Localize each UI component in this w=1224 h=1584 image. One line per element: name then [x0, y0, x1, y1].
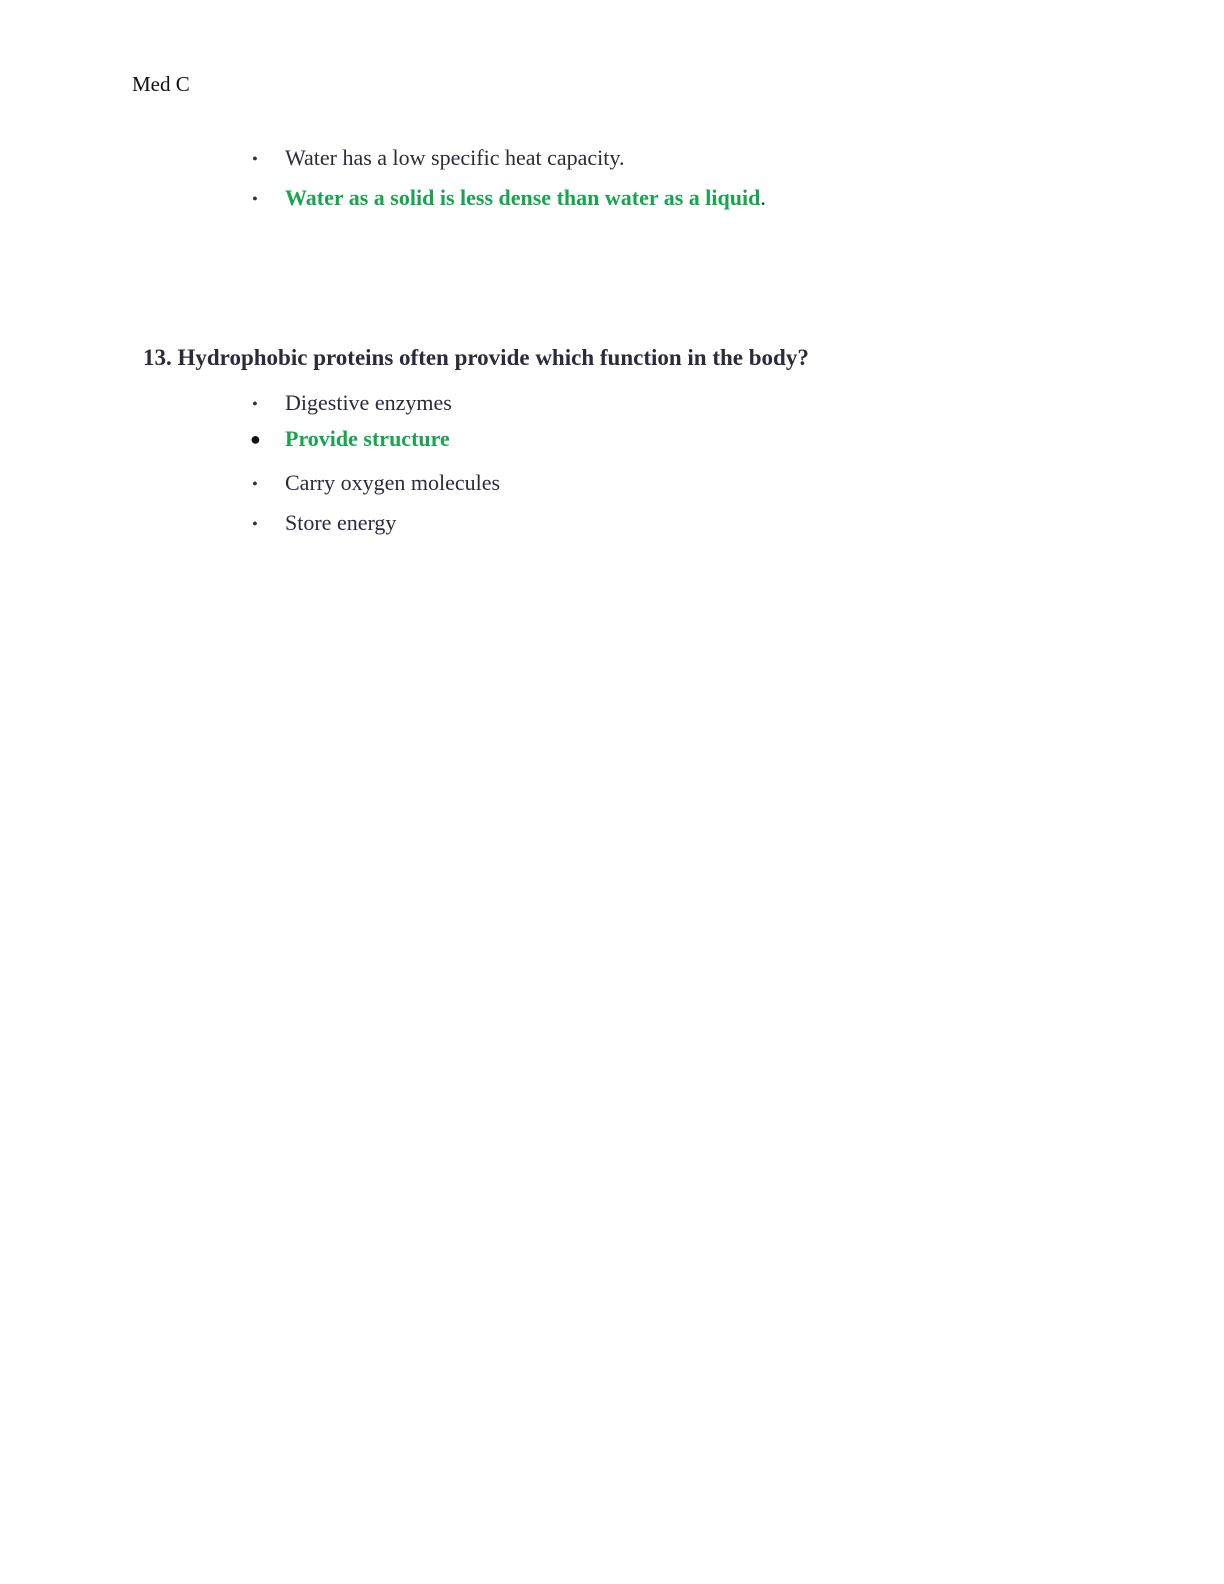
list-item — [250, 388, 452, 418]
question-heading — [143, 342, 809, 374]
correct-option-text — [285, 183, 766, 213]
option-text: Digestive enzymes — [285, 390, 452, 415]
option-text: Water has a low specific heat capacity. — [285, 145, 625, 170]
bullet-icon: ● — [252, 518, 258, 528]
trailing-period: . — [760, 185, 766, 210]
list-item — [250, 424, 450, 454]
bullet-icon: ● — [252, 398, 258, 408]
question-number: 13. — [143, 345, 172, 370]
list-item — [250, 183, 766, 213]
document-header: Med C — [132, 72, 190, 96]
option-text: Carry oxygen molecules — [285, 470, 501, 495]
correct-answer-label: Water as a solid is less dense than water as a liquid — [285, 185, 761, 210]
correct-option-text: Provide structure — [285, 426, 450, 451]
list-item — [250, 143, 624, 173]
question-text: Hydrophobic proteins often provide which function in the body? — [177, 345, 809, 370]
bullet-icon: ● — [252, 153, 258, 163]
bullet-icon: ● — [252, 193, 258, 203]
list-item — [250, 508, 396, 538]
bullet-icon: ● — [250, 429, 261, 449]
option-text: Store energy — [285, 510, 397, 535]
list-item — [250, 468, 500, 498]
bullet-icon: ● — [252, 478, 258, 488]
